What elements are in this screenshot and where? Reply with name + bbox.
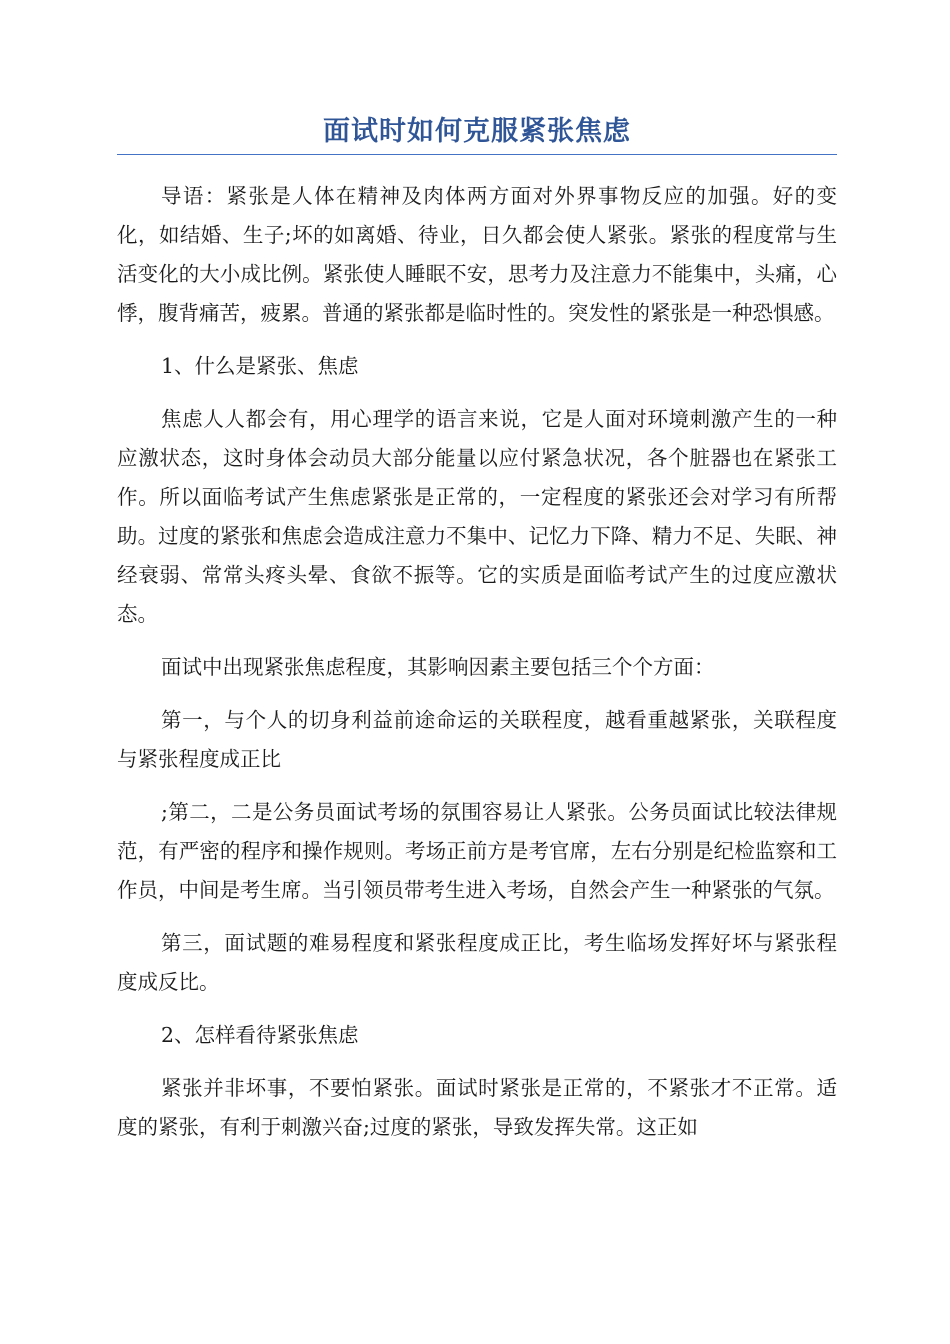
- document-page: [117, 112, 837, 1161]
- document-body: [117, 177, 837, 1147]
- paragraph-factor-2: ;第二，二是公务员面试考场的氛围容易让人紧张。公务员面试比较法律规范，有严密的程序和操作规则。考场正前方是考官席，左右分别是纪检监察和工作员，中间是考生席。当引领员带考生进入考场，自然会产生一种紧张的气氛。: [117, 800, 837, 902]
- paragraph-anxiety-definition: 焦虑人人都会有，用心理学的语言来说，它是人面对环境刺激产生的一种应激状态，这时身体会动员大部分能量以应付紧急状况，各个脏器也在紧张工作。所以面临考试产生焦虑紧张是正常的，一定程度的紧张还会对学习有所帮助。过度的紧张和焦虑会造成注意力不集中、记忆力下降、精力不足、失眠、神经衰弱、常常头疼头晕、食欲不振等。它的实质是面临考试产生的过度应激状态。: [117, 407, 837, 626]
- paragraph-factor-1: 第一，与个人的切身利益前途命运的关联程度，越看重越紧张，关联程度与紧张程度成正比: [117, 708, 837, 771]
- document-title: 面试时如何克服紧张焦虑: [323, 116, 631, 147]
- title-underline: [117, 154, 837, 155]
- paragraph-factor-3: 第三，面试题的难易程度和紧张程度成正比，考生临场发挥好坏与紧张程度成反比。: [117, 931, 837, 994]
- paragraph-intro: 导语：紧张是人体在精神及肉体两方面对外界事物反应的加强。好的变化，如结婚、生子;坏的如离婚、待业，日久都会使人紧张。紧张的程度常与生活变化的大小成比例。紧张使人睡眠不安，思考力及注意力不能集中，头痛，心悸，腹背痛苦，疲累。普通的紧张都是临时性的。突发性的紧张是一种恐惧感。: [117, 184, 837, 325]
- section-heading-2: 2、怎样看待紧张焦虑: [161, 1023, 359, 1047]
- paragraph-view-tension: 紧张并非坏事，不要怕紧张。面试时紧张是正常的，不紧张才不正常。适度的紧张，有利于刺激兴奋;过度的紧张，导致发挥失常。这正如: [117, 1076, 837, 1139]
- paragraph-factors-intro: 面试中出现紧张焦虑程度，其影响因素主要包括三个个方面：: [161, 655, 715, 679]
- section-heading-1: 1、什么是紧张、焦虑: [161, 354, 359, 378]
